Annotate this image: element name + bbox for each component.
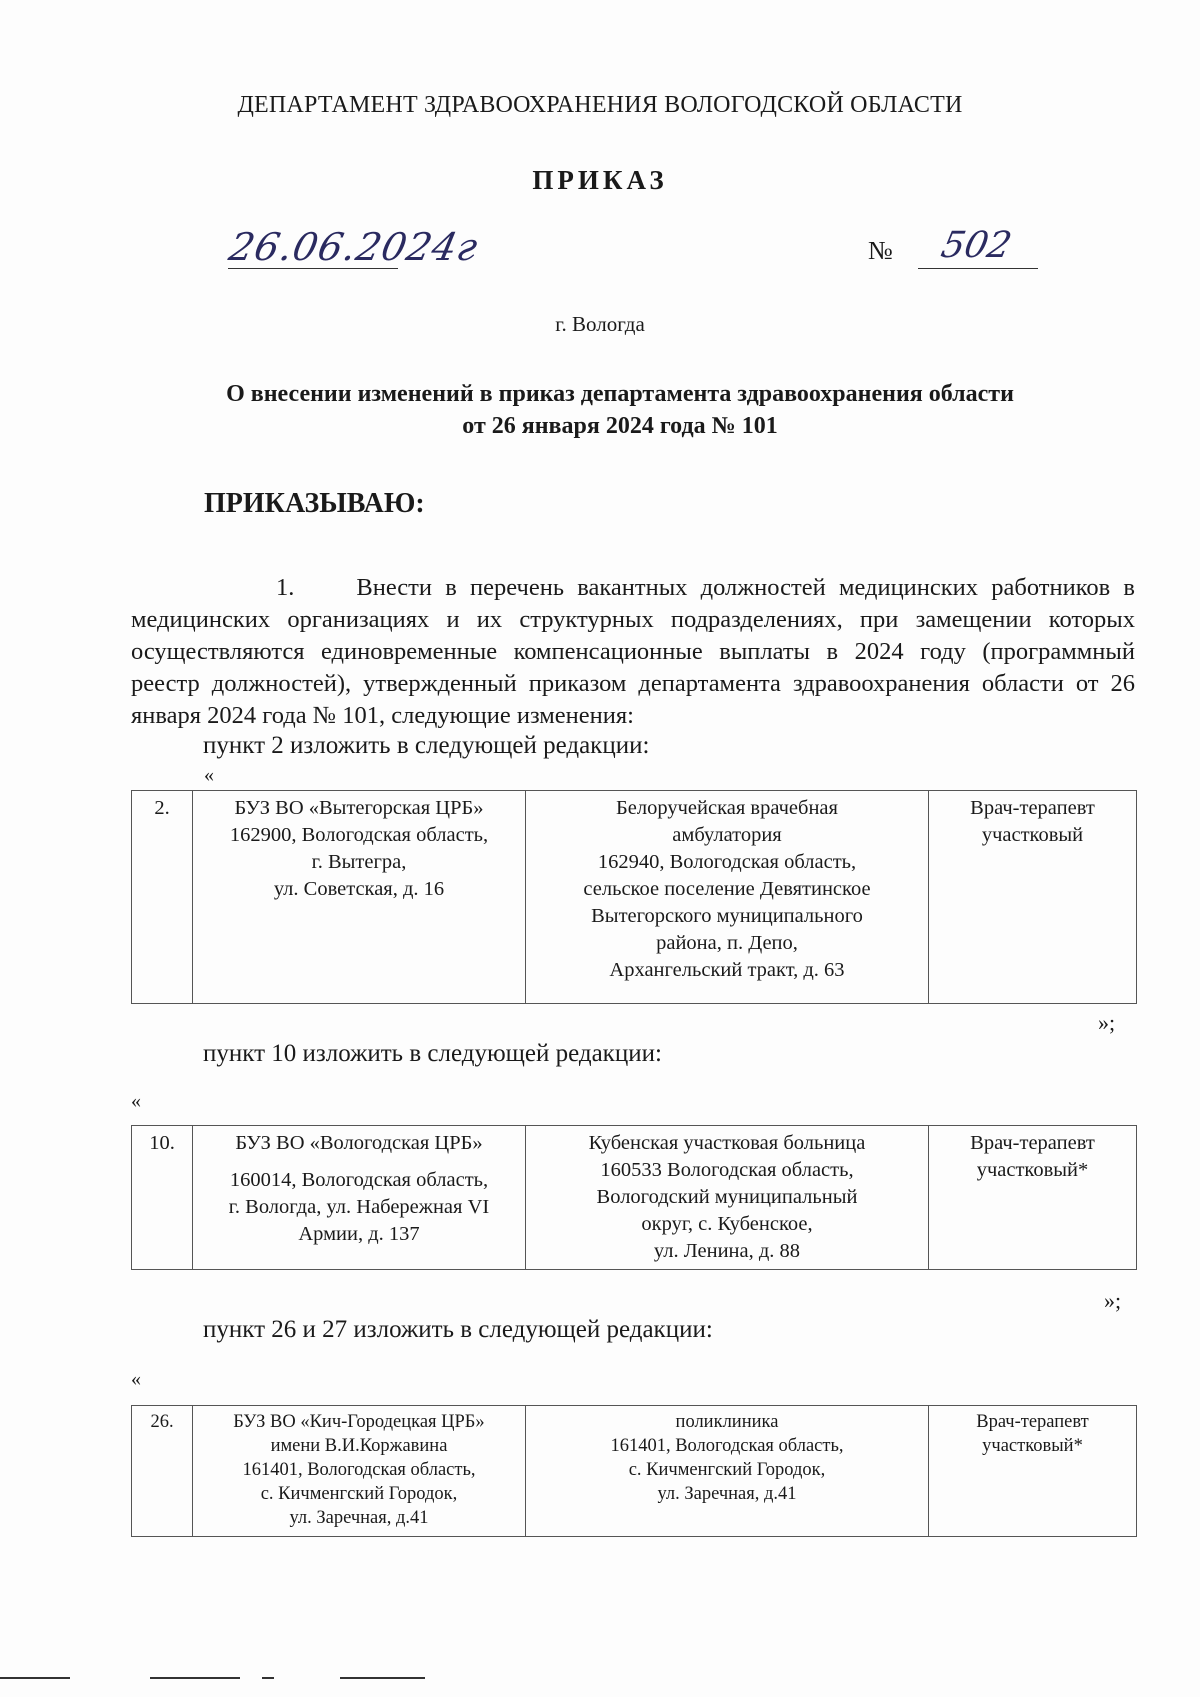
date-underline: [228, 268, 398, 269]
organization-cell: [193, 1126, 526, 1270]
paragraph-number: 1.: [276, 574, 295, 601]
row-number: 10.: [132, 1126, 193, 1270]
handwritten-date: 26.06.2024г: [225, 225, 483, 269]
unit-cell: Кубенская участковая больница 160533 Вологодская область, Вологодский муниципальный округ, с. Кубенское, ул. Ленина, д. 88: [526, 1126, 929, 1270]
city-line: г. Вологда: [555, 312, 645, 336]
paragraph-1: [131, 572, 1135, 732]
organization-name: БУЗ ВО «Вологодская ЦРБ»: [235, 1132, 483, 1154]
organization-cell: БУЗ ВО «Кич-Городецкая ЦРБ» имени В.И.Коржавина 161401, Вологодская область, с. Кичменгский Городок, ул. Заречная, д.41: [193, 1406, 526, 1537]
open-quote-3: «: [131, 1368, 141, 1390]
organization-cell: БУЗ ВО «Вытегорская ЦРБ» 162900, Вологодская область, г. Вытегра, ул. Советская, д. 16: [193, 791, 526, 1004]
handwritten-number: 502: [937, 225, 1016, 266]
scan-artifact-line: [340, 1677, 425, 1679]
entry-table-2: [131, 790, 1137, 1004]
document-type: ПРИКАЗ: [532, 165, 668, 195]
scan-artifact-line: [0, 1677, 70, 1679]
row-number: 26.: [132, 1406, 193, 1537]
department-name: ДЕПАРТАМЕНТ ЗДРАВООХРАНЕНИЯ ВОЛОГОДСКОЙ ОБЛАСТИ: [237, 92, 963, 118]
open-quote-2: «: [131, 1090, 141, 1112]
position-cell: Врач-терапевт участковый*: [929, 1406, 1137, 1537]
order-word: ПРИКАЗЫВАЮ:: [204, 488, 425, 519]
table-row: [132, 1406, 1137, 1537]
subject-line-1: О внесении изменений в приказ департамента здравоохранения области: [226, 381, 1014, 407]
position-cell: Врач-терапевт участковый*: [929, 1126, 1137, 1270]
section-lead-3: пункт 26 и 27 изложить в следующей редакции:: [203, 1316, 713, 1343]
table-row: [132, 1126, 1137, 1270]
subject-line-2: от 26 января 2024 года № 101: [462, 413, 778, 439]
section-lead-2: пункт 10 изложить в следующей редакции:: [203, 1040, 662, 1067]
open-quote-1: «: [204, 764, 214, 786]
position-cell: Врач-терапевт участковый: [929, 791, 1137, 1004]
entry-table-26: [131, 1405, 1137, 1537]
organization-address: 160014, Вологодская область, г. Вологда, ул. Набережная VI Армии, д. 137: [228, 1169, 490, 1245]
close-quote-2: »;: [1104, 1288, 1122, 1313]
row-number: 2.: [132, 791, 193, 1004]
scan-artifact-line: [262, 1677, 274, 1679]
paragraph-text: Внести в перечень вакантных должностей медицинских работников в медицинских организациях и их структурных подразделениях, при замещении которых осуществляются единовременные компенсационные выплаты в 2024 году (программный реестр должностей), утвержденный приказом департамента здравоохранения области от 26 января 2024 года № 101, следующие изменения:: [131, 574, 1135, 729]
section-lead-1: пункт 2 изложить в следующей редакции:: [203, 732, 650, 759]
scan-artifact-line: [150, 1677, 240, 1679]
unit-cell: поликлиника 161401, Вологодская область, с. Кичменгский Городок, ул. Заречная, д.41: [526, 1406, 929, 1537]
close-quote-1: »;: [1098, 1010, 1116, 1035]
entry-table-10: [131, 1125, 1137, 1270]
unit-cell: Белоручейская врачебная амбулатория 162940, Вологодская область, сельское поселение Девятинское Вытегорского муниципального района, п. Депо, Архангельский тракт, д. 63: [526, 791, 929, 1004]
number-label: №: [868, 236, 893, 265]
document-subject: [120, 378, 1120, 442]
number-underline: [918, 268, 1038, 269]
table-row: [132, 791, 1137, 1004]
